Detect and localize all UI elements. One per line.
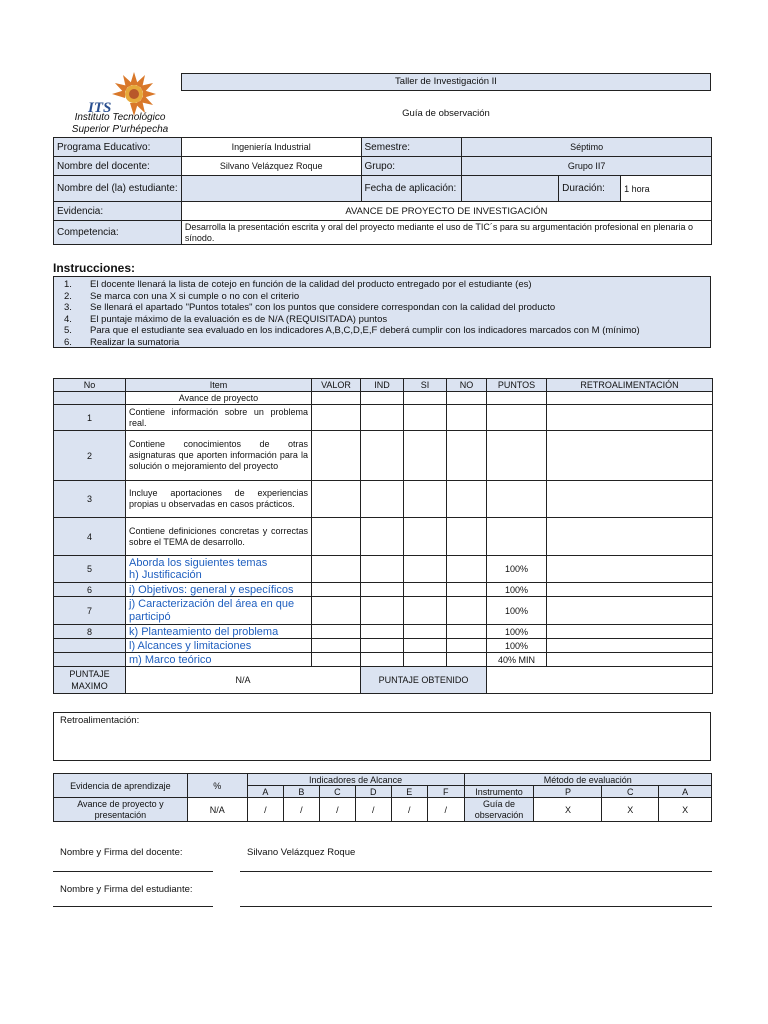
no-cell[interactable] — [447, 653, 487, 667]
evidencia-value: Avance de proyecto y presentación — [54, 798, 188, 822]
fecha-label: Fecha de aplicación: — [361, 176, 462, 202]
table-row — [54, 556, 713, 583]
row-item: Contiene definiciones concretas y correctas sobre el TEMA de desarrollo. — [126, 518, 312, 556]
fecha-value — [462, 176, 559, 202]
header-retro: RETROALIMENTACIÓN — [547, 379, 713, 392]
row-item: Aborda los siguientes temas — [129, 557, 268, 569]
pct-header: % — [187, 774, 247, 798]
metodo-a: A — [659, 786, 712, 798]
header-puntos: PUNTOS — [487, 379, 547, 392]
header-ind: IND — [361, 379, 404, 392]
row-number: 4 — [54, 518, 126, 556]
row-number: 5 — [54, 556, 126, 583]
retro-cell[interactable] — [547, 653, 713, 667]
institute-name-line2: Superior P'urhépecha — [71, 124, 169, 135]
evidencia-header: Evidencia de aprendizaje — [54, 774, 188, 798]
pct-value: N/A — [187, 798, 247, 822]
row-puntos: 100% — [487, 583, 547, 597]
instrumento-header: Instrumento — [464, 786, 534, 798]
indicador-b-value: / — [284, 798, 319, 822]
firma-docente-label: Nombre y Firma del docente: — [60, 847, 183, 858]
header-valor: VALOR — [312, 379, 361, 392]
row-item: i) Objetivos: general y específicos — [126, 583, 312, 597]
si-cell[interactable] — [404, 653, 447, 667]
summary-table — [53, 773, 712, 822]
row-number: 2 — [54, 431, 126, 481]
indicador-c: C — [319, 786, 355, 798]
si-cell[interactable] — [404, 625, 447, 639]
indicador-f: F — [428, 786, 465, 798]
row-puntos: 40% MIN — [487, 653, 547, 667]
row-puntos — [487, 431, 547, 481]
row-item: m) Marco teórico — [126, 653, 312, 667]
section-title: Avance de proyecto — [126, 392, 312, 405]
firma-estudiante-line[interactable] — [240, 906, 712, 907]
indicador-e-value: / — [391, 798, 427, 822]
row-number: 3 — [54, 481, 126, 518]
row-puntos: 100% — [487, 625, 547, 639]
firma-estudiante-label: Nombre y Firma del estudiante: — [60, 884, 193, 895]
evidencia-value: AVANCE DE PROYECTO DE INVESTIGACIÓN — [181, 202, 711, 221]
table-row — [54, 625, 713, 639]
retroalimentacion-label: Retroalimentación: — [60, 715, 140, 726]
si-cell[interactable] — [404, 481, 447, 518]
institute-name — [60, 112, 180, 136]
metodo-p-value: X — [534, 798, 602, 822]
competencia-label: Competencia: — [54, 221, 182, 245]
si-cell[interactable] — [404, 431, 447, 481]
metodo-header: Método de evaluación — [464, 774, 711, 786]
competencia-value: Desarrolla la presentación escrita y oral del proyecto mediante el uso de TIC´s para su argumentación profesional en plenaria o sínodo. — [181, 221, 711, 245]
semestre-value: Séptimo — [462, 138, 712, 157]
retroalimentacion-box[interactable] — [53, 712, 711, 761]
row-puntos — [487, 405, 547, 431]
instruction-item: 3. Se llenará el apartado "Puntos totales" con los puntos que considere correspondan con la calidad del producto — [64, 302, 556, 314]
indicadores-header: Indicadores de Alcance — [247, 774, 464, 786]
firma-docente-line[interactable] — [240, 871, 712, 872]
si-cell[interactable] — [404, 639, 447, 653]
indicador-f-value: / — [428, 798, 465, 822]
si-cell[interactable] — [404, 405, 447, 431]
table-row — [54, 405, 713, 431]
instruction-item: 2. Se marca con una X si cumple o no con el criterio — [64, 290, 300, 302]
row-item: Contiene información sobre un problema real. — [126, 405, 312, 431]
instruction-item: 4. El puntaje máximo de la evaluación es de N/A (REQUISITADA) puntos — [64, 313, 388, 325]
row-puntos: 100% — [487, 597, 547, 625]
row-item: Contiene conocimientos de otras asignaturas que aporten información para la solución o mejoramiento del proyecto — [126, 431, 312, 481]
row-number: 6 — [54, 583, 126, 597]
retro-cell[interactable] — [547, 556, 713, 583]
grupo-value: Grupo II7 — [462, 157, 712, 176]
no-cell[interactable] — [447, 481, 487, 518]
table-row — [54, 518, 713, 556]
no-cell[interactable] — [447, 518, 487, 556]
no-cell[interactable] — [447, 583, 487, 597]
docente-label: Nombre del docente: — [54, 157, 182, 176]
institute-name-line1: Instituto Tecnológico — [74, 112, 166, 123]
retro-cell[interactable] — [547, 597, 713, 625]
row-item-sub: h) Justificación — [129, 569, 202, 581]
row-item: l) Alcances y limitaciones — [126, 639, 312, 653]
info-table — [53, 137, 712, 245]
row-number: 7 — [54, 597, 126, 625]
puntaje-obtenido-value[interactable] — [487, 667, 713, 694]
retro-cell[interactable] — [547, 625, 713, 639]
row-number: 8 — [54, 625, 126, 639]
retro-cell[interactable] — [547, 639, 713, 653]
metodo-c-value: X — [602, 798, 659, 822]
retro-cell[interactable] — [547, 405, 713, 431]
indicador-b: B — [284, 786, 319, 798]
firma-docente-line-left — [53, 871, 213, 872]
row-puntos: 100% — [487, 639, 547, 653]
programa-value: Ingeniería Industrial — [181, 138, 361, 157]
table-row — [54, 639, 713, 653]
table-row — [54, 597, 713, 625]
instruction-item: 5. Para que el estudiante sea evaluado en los indicadores A,B,C,D,E,F deberá cumplir con los indicadores marcados con M (mínimo) — [64, 325, 640, 337]
metodo-p: P — [534, 786, 602, 798]
programa-label: Programa Educativo: — [54, 138, 182, 157]
document-type: Guía de observación — [402, 108, 490, 119]
header-si: SI — [404, 379, 447, 392]
instrumento-value: Guía de observación — [464, 798, 534, 822]
retro-cell[interactable] — [547, 583, 713, 597]
puntaje-maximo-value: N/A — [126, 667, 361, 694]
row-item: Incluye aportaciones de experiencias propias u observadas en casos prácticos. — [126, 481, 312, 518]
no-cell[interactable] — [447, 556, 487, 583]
no-cell[interactable] — [447, 639, 487, 653]
grupo-label: Grupo: — [361, 157, 462, 176]
no-cell[interactable] — [447, 625, 487, 639]
table-row — [54, 481, 713, 518]
metodo-a-value: X — [659, 798, 712, 822]
retro-cell[interactable] — [547, 481, 713, 518]
header-item: Item — [126, 379, 312, 392]
docente-value: Silvano Velázquez Roque — [181, 157, 361, 176]
course-title: Taller de Investigación II — [181, 73, 711, 91]
estudiante-value — [181, 176, 361, 202]
row-puntos: 100% — [487, 556, 547, 583]
row-number: 1 — [54, 405, 126, 431]
instruction-item: 1. El docente llenará la lista de cotejo en función de la calidad del producto entregado por el estudiante (es) — [64, 279, 532, 290]
si-cell[interactable] — [404, 583, 447, 597]
indicador-e: E — [391, 786, 427, 798]
instructions-title: Instrucciones: — [53, 261, 136, 275]
table-row — [54, 431, 713, 481]
header-no-check: NO — [447, 379, 487, 392]
header-no: No — [54, 379, 126, 392]
logo-mark: ITS — [88, 100, 112, 116]
indicador-c-value: / — [319, 798, 355, 822]
row-item: j) Caracterización del área en que participó — [126, 597, 312, 625]
si-cell[interactable] — [404, 597, 447, 625]
indicador-a: A — [247, 786, 283, 798]
table-row — [54, 653, 713, 667]
row-number — [54, 639, 126, 653]
instructions-list — [53, 276, 711, 348]
no-cell[interactable] — [447, 431, 487, 481]
instruction-item: 6. Realizar la sumatoria — [64, 336, 180, 348]
retro-cell[interactable] — [547, 518, 713, 556]
row-item: k) Planteamiento del problema — [126, 625, 312, 639]
retro-cell[interactable] — [547, 431, 713, 481]
indicador-a-value: / — [247, 798, 283, 822]
puntaje-maximo-label: PUNTAJE MAXIMO — [54, 667, 126, 694]
indicador-d: D — [356, 786, 391, 798]
firma-docente-value: Silvano Velázquez Roque — [247, 847, 356, 858]
si-cell[interactable] — [404, 556, 447, 583]
puntaje-obtenido-label: PUNTAJE OBTENIDO — [361, 667, 487, 694]
no-cell[interactable] — [447, 405, 487, 431]
metodo-c: C — [602, 786, 659, 798]
no-cell[interactable] — [447, 597, 487, 625]
semestre-label: Semestre: — [361, 138, 462, 157]
indicador-d-value: / — [356, 798, 391, 822]
si-cell[interactable] — [404, 518, 447, 556]
row-puntos — [487, 481, 547, 518]
row-puntos — [487, 518, 547, 556]
duracion-label: Duración: — [559, 176, 621, 202]
duracion-value: 1 hora — [621, 176, 712, 202]
estudiante-label: Nombre del (la) estudiante: — [54, 176, 182, 202]
table-row — [54, 583, 713, 597]
checklist-table — [53, 378, 713, 694]
evidencia-label: Evidencia: — [54, 202, 182, 221]
row-number — [54, 653, 126, 667]
firma-estudiante-line-left — [53, 906, 213, 907]
